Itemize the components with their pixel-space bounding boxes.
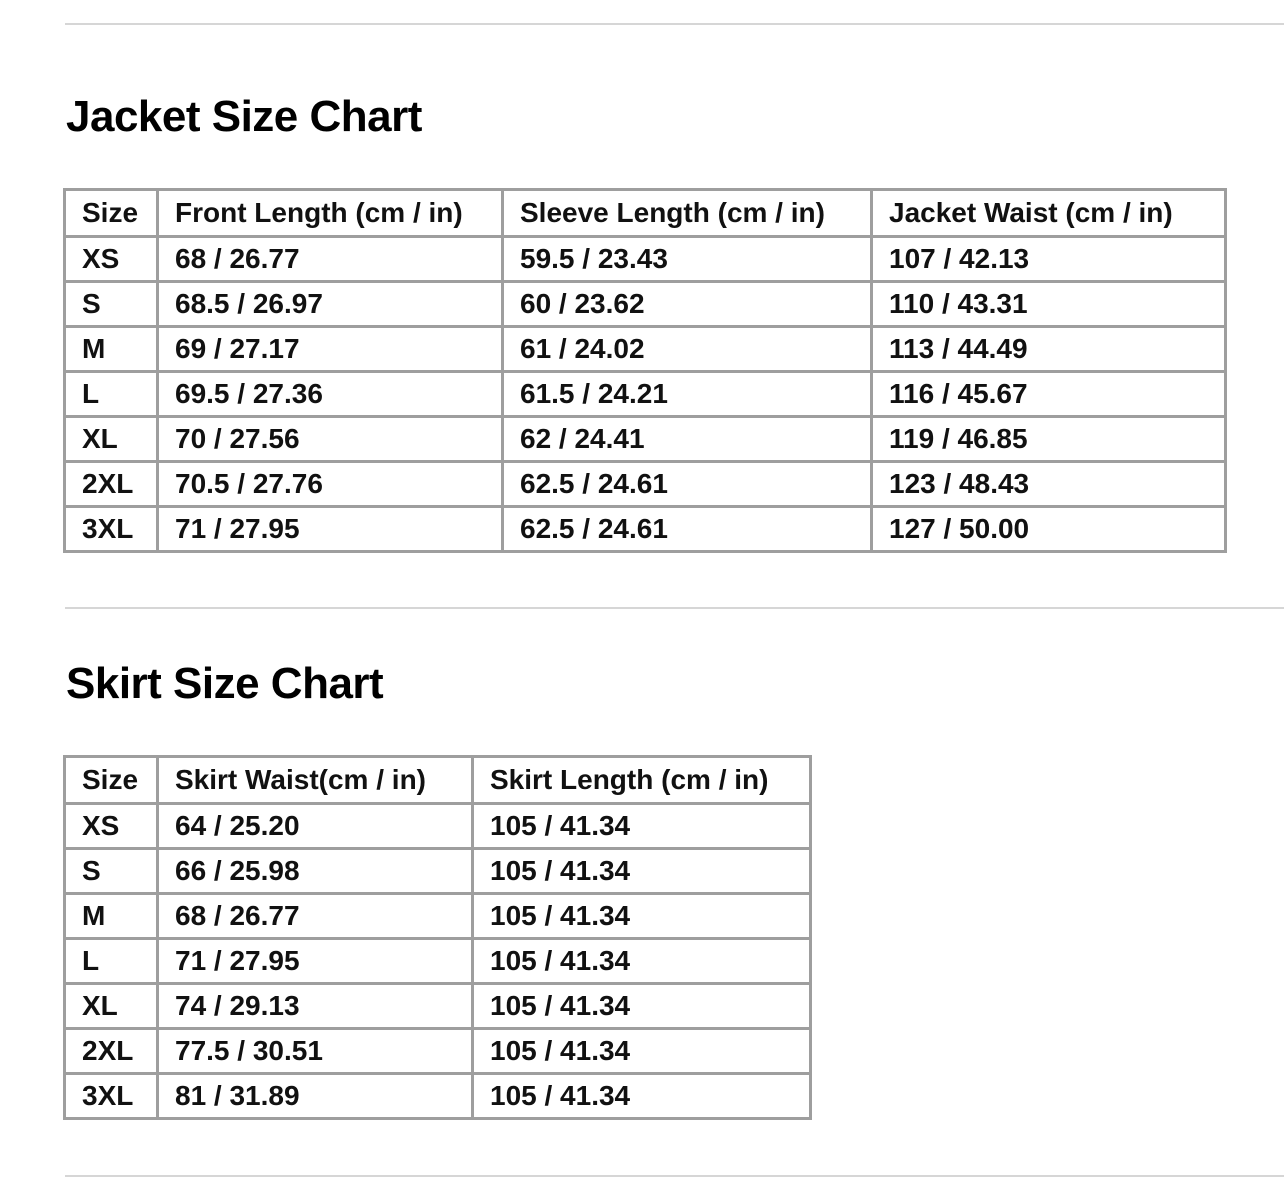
table-row [65, 282, 1226, 327]
front-length-cell: 69.5 / 27.36 [158, 372, 503, 417]
front-length-cell: 71 / 27.95 [158, 507, 503, 552]
skirt-waist-cell: 64 / 25.20 [158, 804, 473, 849]
size-cell: M [65, 327, 158, 372]
front-length-cell: 70.5 / 27.76 [158, 462, 503, 507]
table-row [65, 984, 811, 1029]
size-cell: 3XL [65, 1074, 158, 1119]
front-length-cell: 68.5 / 26.97 [158, 282, 503, 327]
skirt-size-table [63, 755, 812, 1120]
sleeve-length-cell: 59.5 / 23.43 [503, 237, 872, 282]
skirt-length-cell: 105 / 41.34 [473, 1074, 811, 1119]
bottom-divider [65, 1175, 1284, 1177]
skirt-length-cell: 105 / 41.34 [473, 849, 811, 894]
skirt-waist-cell: 68 / 26.77 [158, 894, 473, 939]
size-cell: M [65, 894, 158, 939]
skirt-length-cell: 105 / 41.34 [473, 939, 811, 984]
skirt-waist-cell: 71 / 27.95 [158, 939, 473, 984]
table-header-row [65, 190, 1226, 237]
table-row [65, 894, 811, 939]
jacket-waist-cell: 113 / 44.49 [872, 327, 1226, 372]
table-row [65, 849, 811, 894]
size-cell: L [65, 939, 158, 984]
table-row [65, 237, 1226, 282]
skirt-length-cell: 105 / 41.34 [473, 894, 811, 939]
sleeve-length-cell: 60 / 23.62 [503, 282, 872, 327]
jacket-waist-cell: 116 / 45.67 [872, 372, 1226, 417]
column-header-skirt-length: Skirt Length (cm / in) [473, 757, 811, 804]
size-cell: 2XL [65, 462, 158, 507]
size-cell: 3XL [65, 507, 158, 552]
sleeve-length-cell: 62.5 / 24.61 [503, 462, 872, 507]
jacket-waist-cell: 127 / 50.00 [872, 507, 1226, 552]
skirt-waist-cell: 77.5 / 30.51 [158, 1029, 473, 1074]
column-header-front-length: Front Length (cm / in) [158, 190, 503, 237]
front-length-cell: 70 / 27.56 [158, 417, 503, 462]
column-header-size: Size [65, 190, 158, 237]
front-length-cell: 68 / 26.77 [158, 237, 503, 282]
table-row [65, 417, 1226, 462]
jacket-size-table [63, 188, 1227, 553]
jacket-waist-cell: 119 / 46.85 [872, 417, 1226, 462]
jacket-waist-cell: 123 / 48.43 [872, 462, 1226, 507]
table-row [65, 939, 811, 984]
column-header-size: Size [65, 757, 158, 804]
skirt-length-cell: 105 / 41.34 [473, 1029, 811, 1074]
sleeve-length-cell: 61 / 24.02 [503, 327, 872, 372]
size-cell: XL [65, 417, 158, 462]
size-cell: XS [65, 237, 158, 282]
table-row [65, 804, 811, 849]
table-row [65, 507, 1226, 552]
table-row [65, 462, 1226, 507]
top-divider [65, 23, 1284, 25]
skirt-waist-cell: 74 / 29.13 [158, 984, 473, 1029]
skirt-chart-title: Skirt Size Chart [66, 659, 384, 708]
jacket-waist-cell: 107 / 42.13 [872, 237, 1226, 282]
size-cell: S [65, 282, 158, 327]
sleeve-length-cell: 62 / 24.41 [503, 417, 872, 462]
size-cell: L [65, 372, 158, 417]
sleeve-length-cell: 61.5 / 24.21 [503, 372, 872, 417]
section-divider [65, 607, 1284, 609]
jacket-waist-cell: 110 / 43.31 [872, 282, 1226, 327]
skirt-waist-cell: 81 / 31.89 [158, 1074, 473, 1119]
size-cell: XL [65, 984, 158, 1029]
table-row [65, 1074, 811, 1119]
column-header-sleeve-length: Sleeve Length (cm / in) [503, 190, 872, 237]
size-cell: XS [65, 804, 158, 849]
skirt-length-cell: 105 / 41.34 [473, 804, 811, 849]
sleeve-length-cell: 62.5 / 24.61 [503, 507, 872, 552]
skirt-length-cell: 105 / 41.34 [473, 984, 811, 1029]
column-header-skirt-waist: Skirt Waist(cm / in) [158, 757, 473, 804]
front-length-cell: 69 / 27.17 [158, 327, 503, 372]
size-cell: 2XL [65, 1029, 158, 1074]
table-header-row [65, 757, 811, 804]
size-cell: S [65, 849, 158, 894]
column-header-jacket-waist: Jacket Waist (cm / in) [872, 190, 1226, 237]
table-row [65, 1029, 811, 1074]
table-row [65, 372, 1226, 417]
skirt-waist-cell: 66 / 25.98 [158, 849, 473, 894]
jacket-chart-title: Jacket Size Chart [66, 92, 422, 141]
table-row [65, 327, 1226, 372]
